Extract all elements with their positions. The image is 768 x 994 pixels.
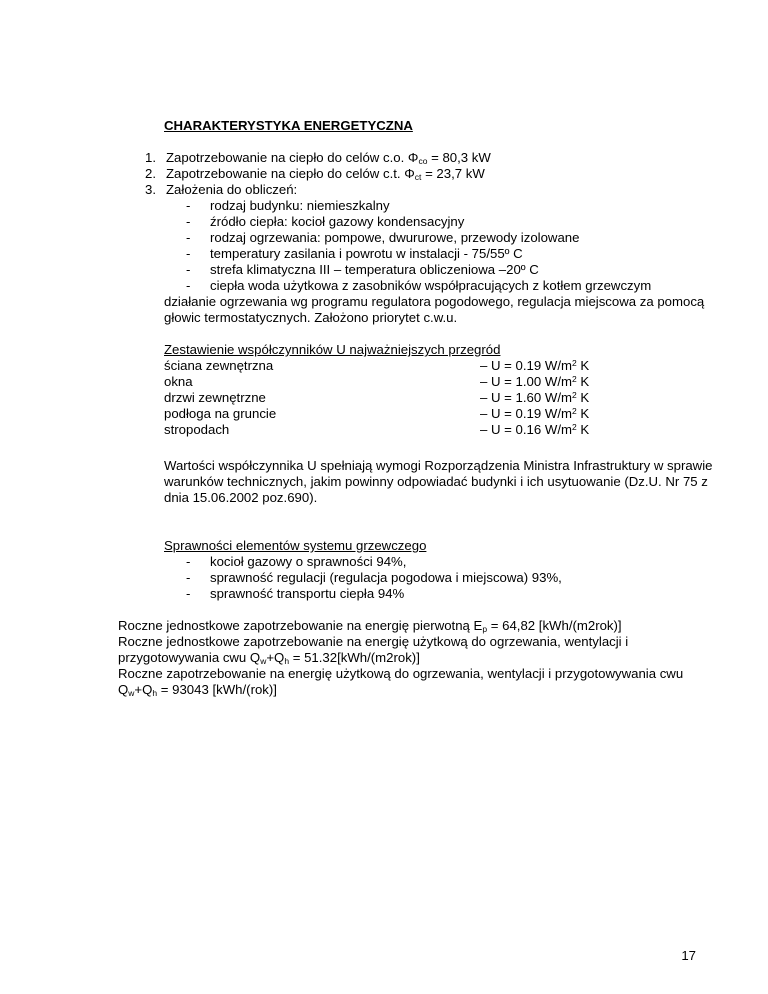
list-dash: - — [186, 554, 191, 569]
u-row-name: ściana zewnętrzna — [164, 358, 274, 373]
list-item: rodzaj budynku: niemieszkalny — [210, 198, 390, 213]
u-row-value: – U = 1.60 $W/m^2$ K — [480, 390, 590, 405]
list-dash: - — [186, 230, 191, 245]
paragraph-line: warunków technicznych, jakim powinny odpowiadać budynki i ich usytuowanie (Dz.U. Nr 75 z — [164, 474, 708, 489]
u-row-name: stropodach — [164, 422, 230, 437]
list-dash: - — [186, 198, 191, 213]
list-item: strefa klimatyczna III – temperatura obliczeniowa –20º C — [210, 262, 539, 277]
numbered-item: Zapotrzebowanie na ciepło do celów c.t. $\Phi_{ct} = 23,7$ kW — [166, 166, 485, 182]
numbered-item: Zapotrzebowanie na ciepło do celów c.o. $\Phi_{co} = 80,3$ kW — [166, 150, 491, 166]
efficiency-heading: Sprawności elementów systemu grzewczego — [164, 538, 427, 553]
item-number: 1. — [145, 150, 156, 165]
list-item: kocioł gazowy o sprawności 94%, — [210, 554, 407, 569]
paragraph-line: głowic termostatycznych. Założono priorytet c.w.u. — [164, 310, 458, 325]
u-row-value: – U = 0.19 $W/m^2$ K — [480, 358, 590, 373]
page-number: 17 — [681, 948, 696, 963]
list-dash: - — [186, 246, 191, 261]
list-item: temperatury zasilania i powrotu w instalacji - 75/55º C — [210, 246, 523, 261]
item-number: 2. — [145, 166, 156, 181]
list-dash: - — [186, 262, 191, 277]
u-row-name: okna — [164, 374, 193, 389]
paragraph-line: dnia 15.06.2002 poz.690). — [164, 490, 318, 505]
u-row-value: – U = 1.00 $W/m^2$ K — [480, 374, 590, 389]
list-dash: - — [186, 586, 191, 601]
page-title: CHARAKTERYSTYKA ENERGETYCZNA — [164, 118, 413, 133]
list-item: ciepła woda użytkowa z zasobników współpracujących z kotłem grzewczym — [210, 278, 652, 293]
list-item: sprawność transportu ciepła 94% — [210, 586, 405, 601]
numbered-item: Założenia do obliczeń: — [166, 182, 298, 197]
paragraph-line: Wartości współczynnika U spełniają wymogi Rozporządzenia Ministra Infrastruktury w sprawie — [164, 458, 713, 473]
u-row-value: – U = 0.16 $W/m^2$ K — [480, 422, 590, 437]
annual-primary-energy: Roczne jednostkowe zapotrzebowanie na energię pierwotną $E_p = 64,82$ [kWh/(m2rok)] — [118, 618, 622, 634]
annual-useful-energy: przygotowywania cwu $Q_w+Q_h = 51.32[kWh/(m2rok)]$ — [118, 650, 420, 666]
u-table-heading: Zestawienie współczynników U najważniejszych przegród — [164, 342, 501, 357]
list-item: sprawność regulacji (regulacja pogodowa i miejscowa) 93%, — [210, 570, 562, 585]
u-row-name: drzwi zewnętrzne — [164, 390, 266, 405]
list-dash: - — [186, 570, 191, 585]
u-row-value: – U = 0.19 $W/m^2$ K — [480, 406, 590, 421]
paragraph-line: działanie ogrzewania wg programu regulatora pogodowego, regulacja miejscowa za pomocą — [164, 294, 705, 309]
list-item: źródło ciepła: kocioł gazowy kondensacyjny — [210, 214, 465, 229]
list-item: rodzaj ogrzewania: pompowe, dwururowe, przewody izolowane — [210, 230, 580, 245]
item-number: 3. — [145, 182, 156, 197]
paragraph-line: Roczne zapotrzebowanie na energię użytkową do ogrzewania, wentylacji i przygotowywania cwu — [118, 666, 684, 681]
paragraph-line: Roczne jednostkowe zapotrzebowanie na energię użytkową do ogrzewania, wentylacji i — [118, 634, 629, 649]
annual-total-energy: $Q_w+Q_h = 93043$ [kWh/(rok)] — [118, 682, 277, 698]
list-dash: - — [186, 278, 191, 293]
u-row-name: podłoga na gruncie — [164, 406, 277, 421]
list-dash: - — [186, 214, 191, 229]
